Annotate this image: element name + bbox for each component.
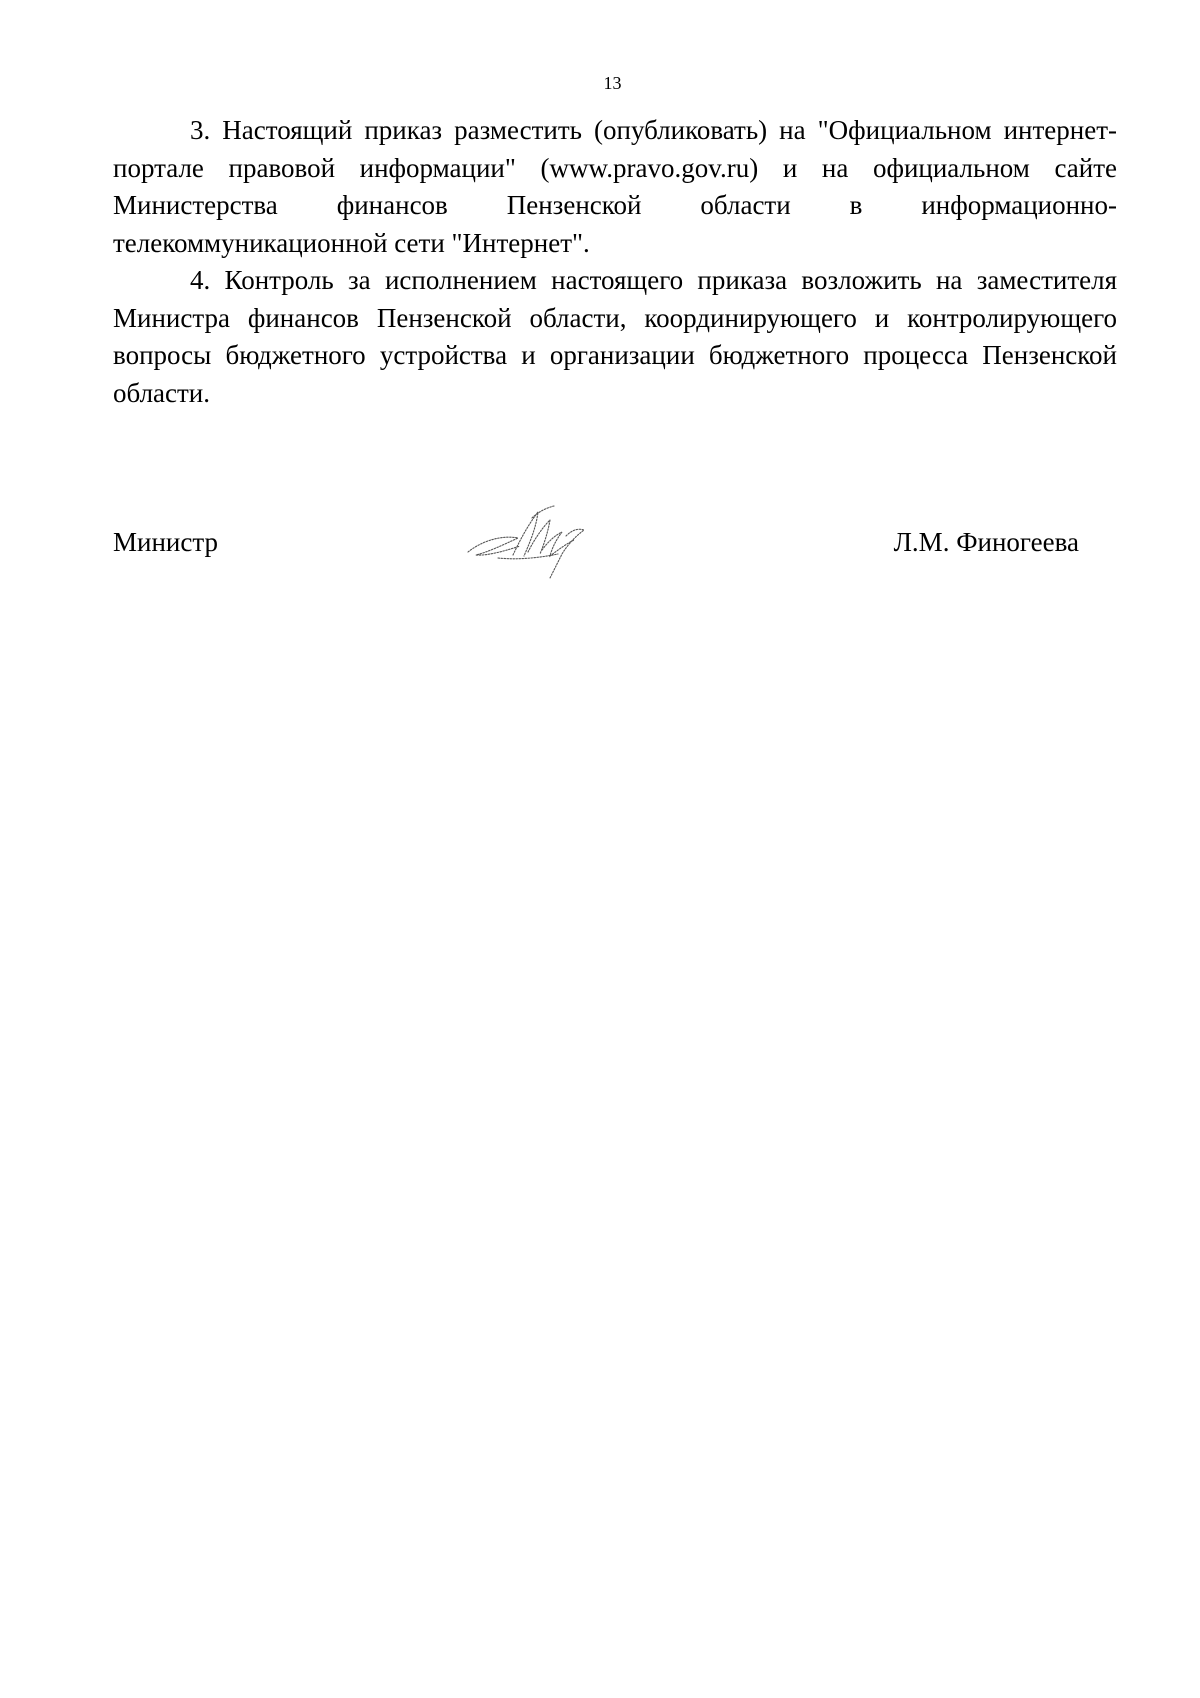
signatory-title: Министр [113, 527, 218, 557]
paragraph-3: 3. Настоящий приказ разместить (опубликовать) на "Официальном интернет-портале правовой информации" (www.pravo.gov.ru) и на официальном сайте Министерства финансов Пензенской области в информационно-телекоммуникационной сети "Интернет". [113, 115, 1117, 258]
signature-block [113, 500, 1117, 580]
document-body [113, 112, 1117, 412]
handwritten-signature [458, 500, 598, 585]
page-number: 13 [603, 73, 622, 93]
paragraph-4: 4. Контроль за исполнением настоящего приказа возложить на заместителя Министра финансов Пензенской области, координирующего и контролирующего вопросы бюджетного устройства и организации бюджетного процесса Пензенской области. [113, 265, 1117, 408]
signatory-name: Л.М. Финогеева [893, 527, 1079, 557]
